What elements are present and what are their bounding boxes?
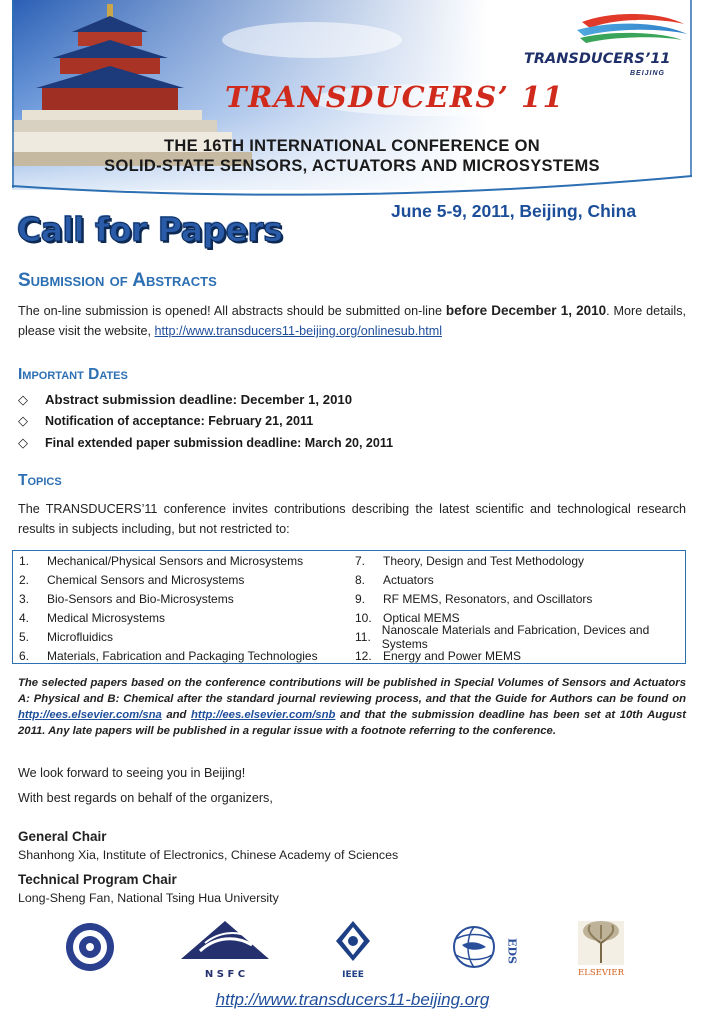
topic-label: Nanoscale Materials and Fabrication, Devices and Systems — [381, 622, 650, 651]
submission-heading: Submission of Abstracts — [18, 270, 217, 291]
submission-paragraph — [18, 301, 686, 341]
eds-logo-text: EDS — [505, 938, 519, 964]
conference-title-line1: THE 16TH INTERNATIONAL CONFERENCE ON — [164, 137, 540, 155]
elsevier-logo-text: ELSEVIER — [578, 968, 624, 978]
topic-number: 12. — [355, 648, 372, 663]
closing-line-1: We look forward to seeing you in Beijing! — [18, 766, 246, 780]
journal-note-text: The selected papers based on the conference contributions will be published in Special Volumes of Sensors and Actuators A: Physical and B: Chemical after the standard journal reviewing process, and that the Guide for Authors can be found on — [18, 677, 686, 705]
topic-label: Materials, Fabrication and Packaging Technologies — [47, 648, 318, 663]
topics-table — [12, 550, 686, 664]
topic-label: Medical Microsystems — [47, 610, 166, 625]
eds-logo-icon — [454, 927, 519, 967]
important-dates-list — [18, 389, 393, 454]
date-item-final: Final extended paper submission deadline: March 20, 2011 — [45, 435, 394, 450]
list-item — [19, 589, 318, 608]
topic-number: 9. — [355, 591, 366, 606]
topic-number: 8. — [355, 572, 366, 587]
diamond-bullet-icon: ◇ — [18, 391, 28, 407]
topic-number: 2. — [19, 572, 30, 587]
topic-label: Chemical Sensors and Microsystems — [47, 572, 245, 587]
brand-small: TRANSDUCERS’11 — [524, 51, 671, 67]
sna-link[interactable]: http://ees.elsevier.com/sna — [18, 709, 162, 721]
topic-number: 7. — [355, 553, 366, 568]
topic-number: 4. — [19, 610, 30, 625]
list-item — [355, 551, 685, 570]
submission-deadline: before December 1, 2010 — [445, 303, 607, 318]
topics-column-right — [355, 551, 685, 665]
closing-line-2: With best regards on behalf of the organizers, — [18, 791, 273, 805]
footer-website-link[interactable]: http://www.transducers11-beijing.org — [215, 990, 490, 1009]
topic-label: RF MEMS, Resonators, and Oscillators — [383, 591, 593, 606]
topics-column-left — [19, 551, 318, 665]
conference-title-line2: SOLID-STATE SENSORS, ACTUATORS AND MICROSYSTEMS — [104, 157, 600, 175]
list-item — [19, 627, 318, 646]
topic-label: Mechanical/Physical Sensors and Microsystems — [47, 553, 304, 568]
list-item — [18, 389, 393, 411]
general-chair-title: General Chair — [18, 829, 107, 844]
list-item — [19, 608, 318, 627]
program-chair-name: Long-Sheng Fan, National Tsing Hua University — [18, 891, 279, 905]
nsfc-logo-text: N S F C — [204, 969, 246, 980]
list-item — [19, 551, 318, 570]
header-banner — [12, 0, 692, 205]
list-item — [19, 646, 318, 665]
nsfc-logo-icon — [181, 921, 269, 980]
topics-intro: The TRANSDUCERS’11 conference invites contributions describing the latest scientific and technological research results in subjects including, but not restricted to: — [18, 502, 686, 536]
topic-number: 5. — [19, 629, 30, 644]
submission-text-before: The on-line submission is opened! All abstracts should be submitted on-line — [18, 304, 446, 318]
call-for-papers-title: Call for Papers — [17, 210, 283, 249]
cas-logo-icon — [66, 923, 114, 971]
date-location: June 5-9, 2011, Beijing, China — [391, 201, 637, 221]
topic-label: Theory, Design and Test Methodology — [383, 553, 585, 568]
topic-label: Optical MEMS — [383, 610, 460, 625]
submission-text-after: . More details, please visit the website, — [18, 304, 687, 338]
diamond-bullet-icon: ◇ — [18, 434, 28, 450]
topic-label: Actuators — [383, 572, 434, 587]
important-dates-heading: Important Dates — [18, 366, 128, 383]
ieee-logo-icon — [336, 921, 370, 980]
list-item — [355, 570, 685, 589]
elsevier-logo-icon — [578, 921, 625, 978]
topic-number: 11. — [355, 629, 371, 644]
general-chair-name: Shanhong Xia, Institute of Electronics, Chinese Academy of Sciences — [18, 848, 399, 862]
ieee-logo-text: IEEE — [342, 970, 364, 980]
date-item-notification: Notification of acceptance: February 21, 2011 — [45, 414, 314, 429]
diamond-bullet-icon: ◇ — [18, 413, 28, 429]
list-item — [18, 411, 393, 433]
list-item — [355, 589, 685, 608]
topic-label: Energy and Power MEMS — [383, 648, 522, 663]
brand-city: BEIJING — [630, 70, 666, 77]
topic-number: 3. — [19, 591, 30, 606]
list-item — [19, 570, 318, 589]
journal-note — [18, 675, 686, 739]
journal-note-text: and that the submission deadline has been set at 10th August 2011. Any late papers will be published in a regular issue with a footnote referring to the conference. — [18, 709, 686, 737]
list-item — [18, 432, 393, 454]
date-item-abstract: Abstract submission deadline: December 1, 2010 — [45, 392, 353, 408]
topic-number: 1. — [19, 553, 30, 568]
topics-heading: Topics — [18, 472, 62, 489]
topic-number: 10. — [355, 610, 372, 625]
journal-note-text: and — [161, 709, 192, 721]
list-item — [355, 622, 685, 651]
topic-number: 6. — [19, 648, 30, 663]
snb-link[interactable]: http://ees.elsevier.com/snb — [191, 709, 336, 721]
topic-label: Bio-Sensors and Bio-Microsystems — [47, 591, 234, 606]
brand-main-title: TRANSDUCERS’ 11 — [225, 80, 565, 114]
topic-label: Microfluidics — [47, 629, 114, 644]
program-chair-title: Technical Program Chair — [18, 872, 177, 887]
online-submission-link[interactable]: http://www.transducers11-beijing.org/onlinesub.html — [154, 324, 442, 338]
sponsor-logos — [0, 915, 705, 985]
